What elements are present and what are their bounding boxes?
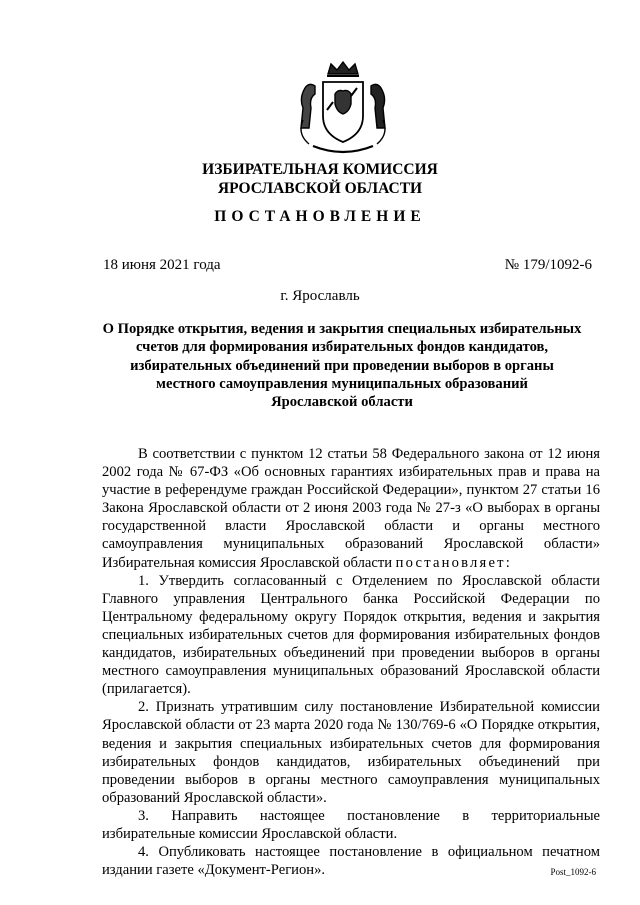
decree-word: постановляет: [395, 554, 512, 571]
document-body [102, 445, 600, 879]
document-number: № 179/1092-6 [504, 257, 592, 273]
title-line: счетов для формирования избирательных фондов кандидатов, [135, 339, 549, 356]
organization-name [0, 160, 640, 198]
title-line: местного самоуправления муниципальных образований [156, 375, 528, 392]
org-name-line-1: ИЗБИРАТЕЛЬНАЯ КОМИССИЯ [202, 161, 438, 178]
decree-item-4: 4. Опубликовать настоящее постановление в официальном печатном издании газете «Документ-Регион». [102, 844, 600, 879]
title-line: О Порядке открытия, ведения и закрытия специальных избирательных [102, 321, 582, 337]
decree-item-1: 1. Утвердить согласованный с Отделением по Ярославской области Главного управления Центрального банка Российской Федерации по Центральному федеральному округу Порядок открытия, ведения и закрытия специальных избирательных счетов для формирования избирательных фондов кандидатов, избирательных объединений при проведении выборов в органы местного самоуправления муниципальных образований Ярославской области (прилагается). [102, 572, 600, 698]
document-city: г. Ярославль [280, 288, 360, 304]
intro-paragraph [102, 445, 600, 572]
decree-item-2: 2. Признать утратившим силу постановление Избирательной комиссии Ярославской области от 23 марта 2020 года № 130/769-6 «О Порядке открытия, ведения и закрытия специальных избирательных счетов для формирования избирательных фондов кандидатов, избирательных объединений при проведении выборов в органы местного самоуправления муниципальных образований Ярославской области». [102, 699, 600, 806]
org-name-line-2: ЯРОСЛАВСКОЙ ОБЛАСТИ [217, 180, 423, 197]
document-date: 18 июня 2021 года [103, 257, 221, 273]
footer-code: Post_1092-6 [550, 867, 596, 877]
document-type: ПОСТАНОВЛЕНИЕ [214, 208, 426, 225]
title-line: избирательных объединений при проведении выборов в органы [130, 357, 554, 374]
document-title [100, 320, 584, 411]
coat-of-arms-icon [293, 58, 393, 158]
title-line: Ярославской области [271, 394, 413, 411]
intro-text: В соответствии с пунктом 12 статьи 58 Федерального закона от 12 июня 2002 года № 67-ФЗ «Об основных гарантиях избирательных прав и права на участие в референдуме граждан Российской Федерации», пунктом 27 статьи 16 Закона Ярославской области от 2 июня 2003 года № 27-з «О выборах в органы государственной власти Ярославской области и органы местного самоуправления муниципальных образований Ярославской области» Избирательная комиссия Ярославской области [102, 446, 600, 571]
decree-item-3: 3. Направить настоящее постановление в территориальные избирательные комиссии Ярославской области. [102, 807, 600, 842]
